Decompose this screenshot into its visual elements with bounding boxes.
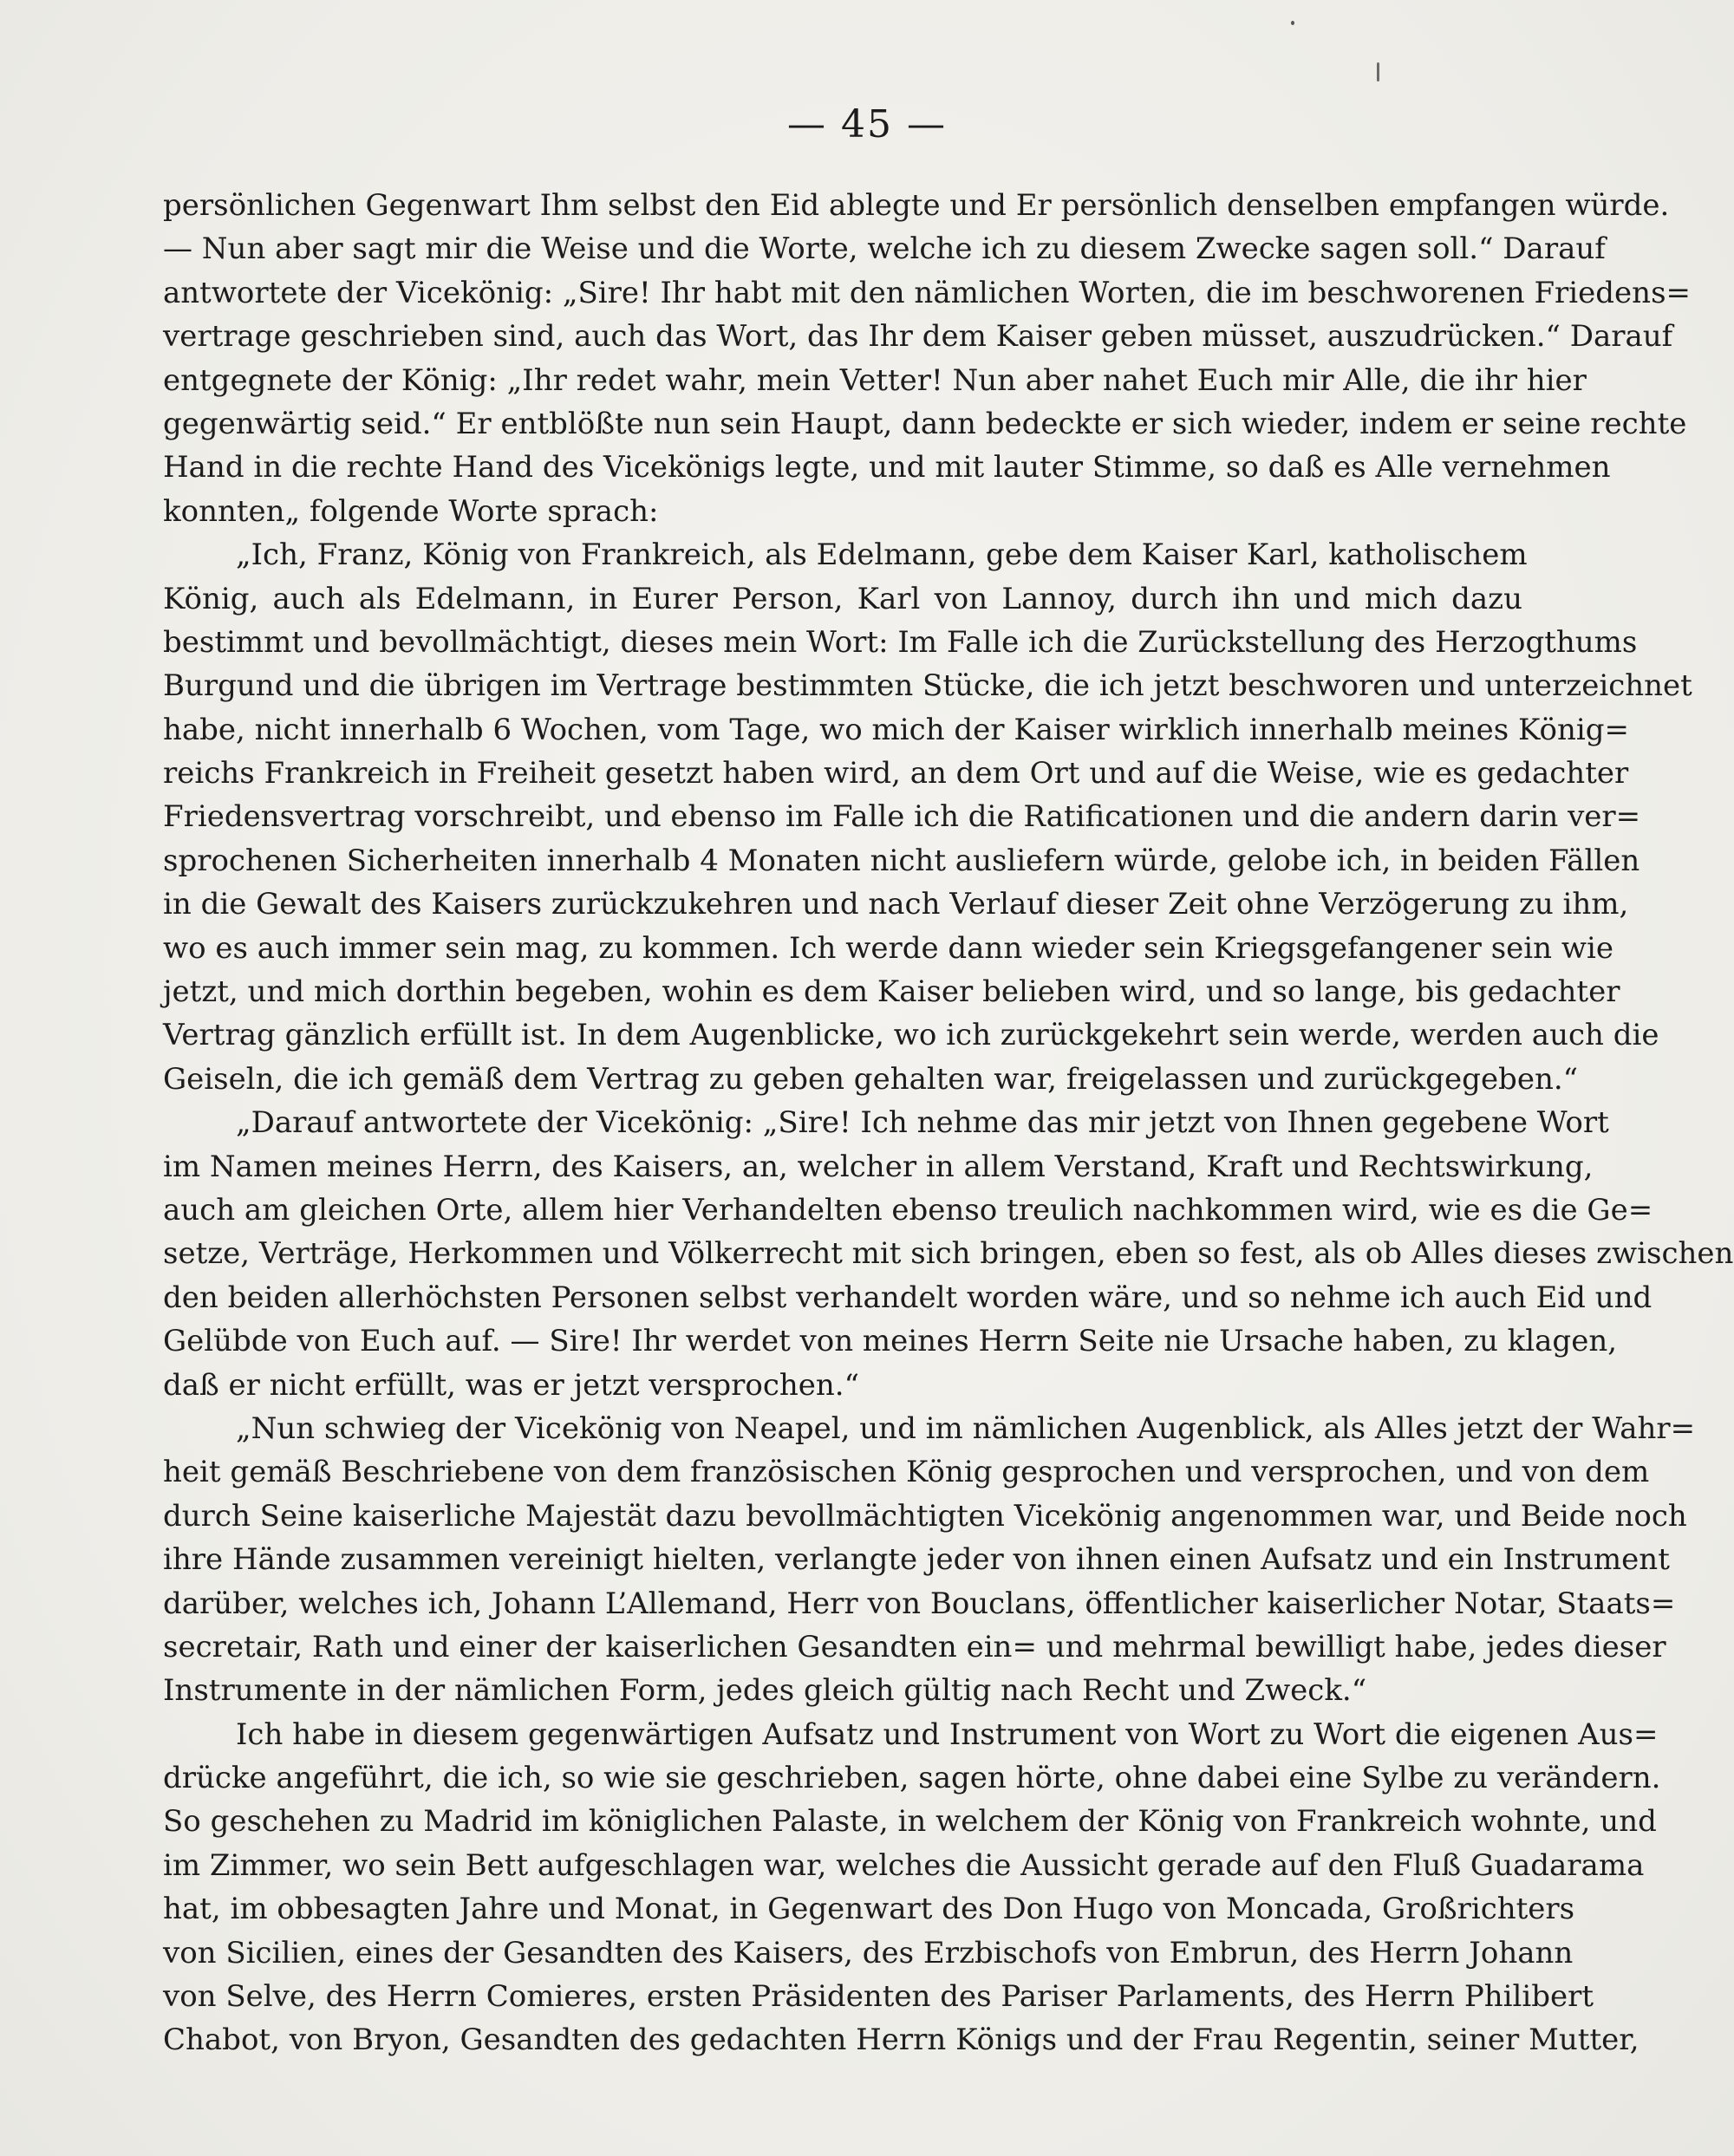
text-line: ihre Hände zusammen vereinigt hielten, verlangte jeder von ihnen einen Aufsatz und ein Instrument [163, 1542, 1670, 1578]
text-line: sprochenen Sicherheiten innerhalb 4 Monaten nicht ausliefern würde, gelobe ich, in beiden Fällen [163, 843, 1640, 878]
text-line: So geschehen zu Madrid im königlichen Palaste, in welchem der König von Frankreich wohnte, und [163, 1804, 1657, 1840]
text-line: gegenwärtig seid.“ Er entblößte nun sein Haupt, dann bedeckte er sich wieder, indem er seine rechte [163, 406, 1687, 441]
text-line: Gelübde von Euch auf. — Sire! Ihr werdet von meines Herrn Seite nie Ursache haben, zu klagen, [163, 1324, 1618, 1359]
text-line: jetzt, und mich dorthin begeben, wohin es dem Kaiser belieben wird, und so lange, bis gedachter [163, 974, 1620, 1010]
text-line: persönlichen Gegenwart Ihm selbst den Eid ablegte und Er persönlich denselben empfangen würde. [163, 188, 1670, 223]
text-line: Friedensvertrag vorschreibt, und ebenso im Falle ich die Ratificationen und die andern darin ver= [163, 799, 1641, 835]
text-line: vertrage geschrieben sind, auch das Wort, das Ihr dem Kaiser geben müsset, auszudrücken.“ Darauf [163, 319, 1673, 355]
text-line: daß er nicht erfüllt, was er jetzt versprochen.“ [163, 1367, 859, 1403]
text-line: Geiseln, die ich gemäß dem Vertrag zu geben gehalten war, freigelassen und zurückgegeben.“ [163, 1061, 1579, 1097]
text-line: durch Seine kaiserliche Majestät dazu bevollmächtigten Vicekönig angenommen war, und Beide noch [163, 1498, 1687, 1534]
text-line: heit gemäß Beschriebene von dem französischen König gesprochen und versprochen, und von dem [163, 1455, 1650, 1490]
text-line: konnten„ folgende Worte sprach: [163, 493, 659, 529]
text-line: Instrumente in der nämlichen Form, jedes gleich gültig nach Recht und Zweck.“ [163, 1673, 1367, 1709]
text-line: hat, im obbesagten Jahre und Monat, in Gegenwart des Don Hugo von Moncada, Großrichters [163, 1892, 1575, 1927]
page-number: — 45 — [787, 102, 947, 147]
paper-speck [1377, 62, 1379, 81]
text-line: Chabot, von Bryon, Gesandten des gedachten Herrn Königs und der Frau Regentin, seiner Mutter, [163, 2022, 1639, 2058]
text-line: habe, nicht innerhalb 6 Wochen, vom Tage, wo mich der Kaiser wirklich innerhalb meines König= [163, 712, 1630, 747]
text-line: „Nun schwieg der Vicekönig von Neapel, und im nämlichen Augenblick, als Alles jetzt der Wahr= [236, 1410, 1696, 1446]
text-line: von Sicilien, eines der Gesandten des Kaisers, des Erzbischofs von Embrun, des Herrn Johann [163, 1935, 1574, 1970]
text-line: Vertrag gänzlich erfüllt ist. In dem Augenblicke, wo ich zurückgekehrt sein werde, werden auch die [163, 1018, 1659, 1053]
text-line: reichs Frankreich in Freiheit gesetzt haben wird, an dem Ort und auf die Weise, wie es gedachter [163, 756, 1629, 791]
text-line: wo es auch immer sein mag, zu kommen. Ich werde dann wieder sein Kriegsgefangener sein wie [163, 930, 1613, 966]
text-line: darüber, welches ich, Johann L’Allemand, Herr von Bouclans, öffentlicher kaiserlicher Notar, Staats= [163, 1586, 1676, 1621]
text-line: im Zimmer, wo sein Bett aufgeschlagen war, welches die Aussicht gerade auf den Fluß Guadarama [163, 1847, 1645, 1883]
text-line: antwortete der Vicekönig: „Sire! Ihr habt mit den nämlichen Worten, die im beschworenen Friedens= [163, 275, 1692, 310]
text-line: drücke angeführt, die ich, so wie sie geschrieben, sagen hörte, ohne dabei eine Sylbe zu verändern. [163, 1761, 1661, 1796]
text-line: „Darauf antwortete der Vicekönig: „Sire! Ich nehme das mir jetzt von Ihnen gegebene Wort [236, 1105, 1609, 1141]
text-line: secretair, Rath und einer der kaiserlichen Gesandten ein= und mehrmal bewilligt habe, jedes dieser [163, 1629, 1666, 1664]
text-line: den beiden allerhöchsten Personen selbst verhandelt worden wäre, und so nehme ich auch Eid und [163, 1280, 1653, 1315]
text-line: bestimmt und bevollmächtigt, dieses mein Wort: Im Falle ich die Zurückstellung des Herzogthums [163, 624, 1638, 660]
text-line: auch am gleichen Orte, allem hier Verhandelten ebenso treulich nachkommen wird, wie es die Ge= [163, 1192, 1653, 1228]
text-line: Hand in die rechte Hand des Vicekönigs legte, und mit lauter Stimme, so daß es Alle vernehmen [163, 450, 1611, 485]
text-line: entgegnete der König: „Ihr redet wahr, mein Vetter! Nun aber nahet Euch mir Alle, die ihr hier [163, 362, 1587, 398]
text-line: im Namen meines Herrn, des Kaisers, an, welcher in allem Verstand, Kraft und Rechtswirkung, [163, 1149, 1594, 1184]
text-line: — Nun aber sagt mir die Weise und die Worte, welche ich zu diesem Zwecke sagen soll.“ Darauf [163, 231, 1606, 267]
paper-speck [1291, 21, 1294, 25]
text-line: König, auch als Edelmann, in Eurer Person, Karl von Lannoy, durch ihn und mich dazu [163, 581, 1522, 616]
text-line: Ich habe in diesem gegenwärtigen Aufsatz und Instrument von Wort zu Wort die eigenen Aus= [236, 1716, 1659, 1752]
text-line: von Selve, des Herrn Comieres, ersten Präsidenten des Pariser Parlaments, des Herrn Philibert [163, 1979, 1594, 2015]
text-line: „Ich, Franz, König von Frankreich, als Edelmann, gebe dem Kaiser Karl, katholischem [236, 537, 1528, 573]
body-text [163, 184, 1734, 2062]
text-line: Burgund und die übrigen im Vertrage bestimmten Stücke, die ich jetzt beschworen und unterzeichnet [163, 668, 1692, 704]
text-line: setze, Verträge, Herkommen und Völkerrecht mit sich bringen, eben so fest, als ob Alles dieses zwischen [163, 1236, 1734, 1272]
text-line: in die Gewalt des Kaisers zurückzukehren und nach Verlauf dieser Zeit ohne Verzögerung zu ihm, [163, 887, 1629, 922]
